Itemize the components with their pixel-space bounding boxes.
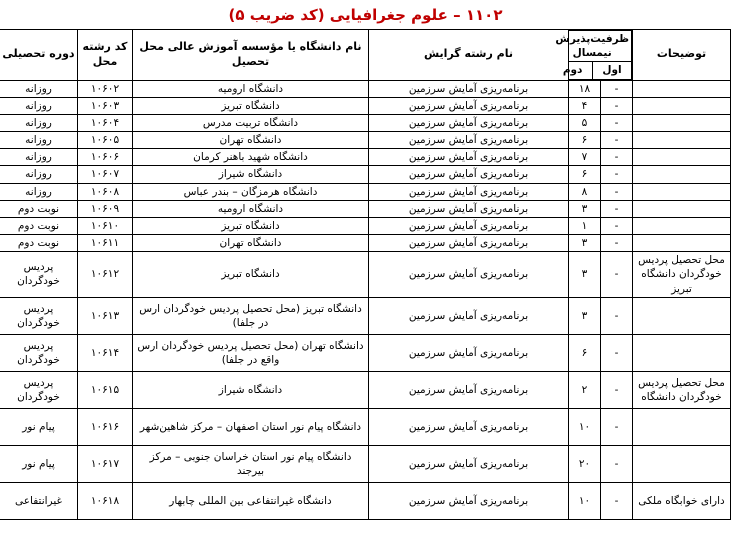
cell-code: ۱۰۶۱۶	[78, 408, 133, 445]
cell-zarfiyat-dovom: -	[601, 445, 633, 482]
cell-dore: پردیس خودگردان	[0, 252, 78, 298]
cell-tozihat	[633, 334, 731, 371]
cell-gerayesh: برنامه‌ریزی آمایش سرزمین	[369, 183, 569, 200]
cell-dore: نوبت دوم	[0, 217, 78, 234]
cell-gerayesh: برنامه‌ریزی آمایش سرزمین	[369, 371, 569, 408]
cell-university: دانشگاه پیام نور استان اصفهان – مرکز شاهین‌شهر	[133, 408, 369, 445]
cell-gerayesh: برنامه‌ریزی آمایش سرزمین	[369, 166, 569, 183]
cell-tozihat	[633, 200, 731, 217]
cell-zarfiyat-dovom: -	[601, 482, 633, 519]
cell-code: ۱۰۶۰۹	[78, 200, 133, 217]
cell-code: ۱۰۶۰۲	[78, 80, 133, 97]
cell-dore: روزانه	[0, 166, 78, 183]
table-row	[0, 166, 731, 183]
cell-tozihat	[633, 217, 731, 234]
cell-university: دانشگاه شیراز	[133, 166, 369, 183]
admission-table	[0, 29, 731, 520]
cell-gerayesh: برنامه‌ریزی آمایش سرزمین	[369, 445, 569, 482]
cell-zarfiyat-dovom: -	[601, 217, 633, 234]
column-header-code: کد رشته محل	[78, 30, 133, 81]
table-body	[0, 80, 731, 519]
cell-zarfiyat-dovom: -	[601, 297, 633, 334]
cell-zarfiyat-dovom: -	[601, 371, 633, 408]
cell-zarfiyat-dovom: -	[601, 166, 633, 183]
cell-university: دانشگاه تربیت مدرس	[133, 114, 369, 131]
column-header-tozihat: توضیحات	[633, 30, 731, 81]
table-row	[0, 371, 731, 408]
cell-dore: پردیس خودگردان	[0, 297, 78, 334]
cell-tozihat	[633, 445, 731, 482]
cell-dore: غیرانتفاعی	[0, 482, 78, 519]
cell-university: دانشگاه شیراز	[133, 371, 369, 408]
cell-gerayesh: برنامه‌ریزی آمایش سرزمین	[369, 408, 569, 445]
cell-code: ۱۰۶۰۳	[78, 97, 133, 114]
cell-dore: نوبت دوم	[0, 235, 78, 252]
cell-university: دانشگاه شهید باهنر کرمان	[133, 149, 369, 166]
cell-zarfiyat-dovom: -	[601, 334, 633, 371]
cell-dore: نوبت دوم	[0, 200, 78, 217]
cell-gerayesh: برنامه‌ریزی آمایش سرزمین	[369, 252, 569, 298]
cell-zarfiyat-aval: ۳	[569, 200, 601, 217]
cell-gerayesh: برنامه‌ریزی آمایش سرزمین	[369, 149, 569, 166]
table-row	[0, 235, 731, 252]
cell-code: ۱۰۶۰۶	[78, 149, 133, 166]
cell-dore: پیام نور	[0, 408, 78, 445]
cell-gerayesh: برنامه‌ریزی آمایش سرزمین	[369, 200, 569, 217]
cell-dore: روزانه	[0, 149, 78, 166]
cell-tozihat	[633, 166, 731, 183]
table-header	[0, 30, 731, 81]
table-row	[0, 200, 731, 217]
cell-tozihat	[633, 132, 731, 149]
cell-code: ۱۰۶۰۸	[78, 183, 133, 200]
cell-university: دانشگاه ارومیه	[133, 80, 369, 97]
cell-zarfiyat-dovom: -	[601, 252, 633, 298]
cell-tozihat	[633, 114, 731, 131]
cell-code: ۱۰۶۱۱	[78, 235, 133, 252]
cell-zarfiyat-dovom: -	[601, 408, 633, 445]
cell-zarfiyat-aval: ۶	[569, 132, 601, 149]
cell-zarfiyat-aval: ۲	[569, 371, 601, 408]
cell-zarfiyat-dovom: -	[601, 80, 633, 97]
cell-zarfiyat-dovom: -	[601, 97, 633, 114]
cell-dore: روزانه	[0, 183, 78, 200]
cell-university: دانشگاه تبریز	[133, 252, 369, 298]
cell-code: ۱۰۶۰۷	[78, 166, 133, 183]
page-title: ۱۱۰۲ – علوم جغرافیایی (کد ضریب ۵)	[228, 6, 503, 24]
cell-tozihat	[633, 297, 731, 334]
cell-gerayesh: برنامه‌ریزی آمایش سرزمین	[369, 97, 569, 114]
cell-university: دانشگاه هرمزگان – بندر عباس	[133, 183, 369, 200]
cell-gerayesh: برنامه‌ریزی آمایش سرزمین	[369, 297, 569, 334]
table-row	[0, 408, 731, 445]
cell-zarfiyat-aval: ۱۰	[569, 408, 601, 445]
table-row	[0, 97, 731, 114]
cell-university: دانشگاه تبریز	[133, 217, 369, 234]
cell-gerayesh: برنامه‌ریزی آمایش سرزمین	[369, 80, 569, 97]
cell-zarfiyat-aval: ۱۰	[569, 482, 601, 519]
cell-zarfiyat-aval: ۶	[569, 166, 601, 183]
cell-gerayesh: برنامه‌ریزی آمایش سرزمین	[369, 114, 569, 131]
cell-dore: روزانه	[0, 114, 78, 131]
cell-code: ۱۰۶۱۰	[78, 217, 133, 234]
cell-university: دانشگاه غیرانتفاعی بین المللی چابهار	[133, 482, 369, 519]
cell-code: ۱۰۶۱۵	[78, 371, 133, 408]
cell-zarfiyat-aval: ۱۸	[569, 80, 601, 97]
cell-code: ۱۰۶۱۲	[78, 252, 133, 298]
cell-zarfiyat-dovom: -	[601, 183, 633, 200]
cell-zarfiyat-aval: ۴	[569, 97, 601, 114]
cell-tozihat: محل تحصیل پردیس خودگردان دانشگاه تبریز	[633, 252, 731, 298]
table-row	[0, 482, 731, 519]
cell-gerayesh: برنامه‌ریزی آمایش سرزمین	[369, 482, 569, 519]
cell-code: ۱۰۶۱۷	[78, 445, 133, 482]
column-header-university: نام دانشگاه یا مؤسسه آموزش عالی محل تحصیل	[133, 30, 369, 81]
cell-tozihat	[633, 408, 731, 445]
table-row	[0, 252, 731, 298]
table-row	[0, 132, 731, 149]
cell-zarfiyat-aval: ۳	[569, 235, 601, 252]
cell-gerayesh: برنامه‌ریزی آمایش سرزمین	[369, 235, 569, 252]
cell-dore: پیام نور	[0, 445, 78, 482]
table-row	[0, 114, 731, 131]
column-header-gerayesh: نام رشته گرایش	[369, 30, 569, 81]
cell-gerayesh: برنامه‌ریزی آمایش سرزمین	[369, 217, 569, 234]
cell-university: دانشگاه تهران	[133, 132, 369, 149]
table-row	[0, 217, 731, 234]
column-header-zarfiyat: ظرفیت‌پذیرش نیمسال	[553, 31, 632, 62]
header-row	[0, 30, 731, 81]
cell-zarfiyat-dovom: -	[601, 132, 633, 149]
table-row	[0, 80, 731, 97]
cell-university: دانشگاه ارومیه	[133, 200, 369, 217]
cell-code: ۱۰۶۰۴	[78, 114, 133, 131]
table-row	[0, 297, 731, 334]
table-row	[0, 149, 731, 166]
cell-tozihat	[633, 149, 731, 166]
cell-tozihat	[633, 183, 731, 200]
cell-zarfiyat-aval: ۵	[569, 114, 601, 131]
cell-university: دانشگاه تهران (محل تحصیل پردیس خودگردان ارس واقع در جلفا)	[133, 334, 369, 371]
cell-code: ۱۰۶۰۵	[78, 132, 133, 149]
cell-zarfiyat-aval: ۲۰	[569, 445, 601, 482]
cell-zarfiyat-dovom: -	[601, 114, 633, 131]
cell-code: ۱۰۶۱۴	[78, 334, 133, 371]
column-header-zarfiyat-group	[555, 30, 633, 81]
cell-gerayesh: برنامه‌ریزی آمایش سرزمین	[369, 132, 569, 149]
cell-gerayesh: برنامه‌ریزی آمایش سرزمین	[369, 334, 569, 371]
cell-zarfiyat-dovom: -	[601, 235, 633, 252]
cell-dore: پردیس خودگردان	[0, 371, 78, 408]
cell-dore: روزانه	[0, 97, 78, 114]
cell-university: دانشگاه پیام نور استان خراسان جنوبی – مرکز بیرجند	[133, 445, 369, 482]
cell-university: دانشگاه تهران	[133, 235, 369, 252]
cell-dore: روزانه	[0, 80, 78, 97]
cell-zarfiyat-dovom: -	[601, 200, 633, 217]
cell-zarfiyat-aval: ۷	[569, 149, 601, 166]
cell-tozihat	[633, 97, 731, 114]
cell-zarfiyat-aval: ۸	[569, 183, 601, 200]
cell-tozihat: محل تحصیل پردیس خودگردان دانشگاه	[633, 371, 731, 408]
cell-tozihat	[633, 80, 731, 97]
cell-zarfiyat-aval: ۳	[569, 252, 601, 298]
cell-zarfiyat-aval: ۶	[569, 334, 601, 371]
cell-dore: روزانه	[0, 132, 78, 149]
column-header-zarfiyat-dovom: دوم	[553, 62, 593, 79]
table-row	[0, 183, 731, 200]
table-row	[0, 445, 731, 482]
column-header-dore: دوره تحصیلی	[0, 30, 78, 81]
cell-zarfiyat-dovom: -	[601, 149, 633, 166]
cell-university: دانشگاه تبریز	[133, 97, 369, 114]
cell-zarfiyat-aval: ۱	[569, 217, 601, 234]
cell-zarfiyat-aval: ۳	[569, 297, 601, 334]
cell-code: ۱۰۶۱۳	[78, 297, 133, 334]
cell-dore: پردیس خودگردان	[0, 334, 78, 371]
column-header-zarfiyat-aval: اول	[592, 62, 631, 79]
cell-tozihat: دارای خوابگاه ملکی	[633, 482, 731, 519]
cell-university: دانشگاه تبریز (محل تحصیل پردیس خودگردان ارس در جلفا)	[133, 297, 369, 334]
cell-code: ۱۰۶۱۸	[78, 482, 133, 519]
cell-tozihat	[633, 235, 731, 252]
table-row	[0, 334, 731, 371]
